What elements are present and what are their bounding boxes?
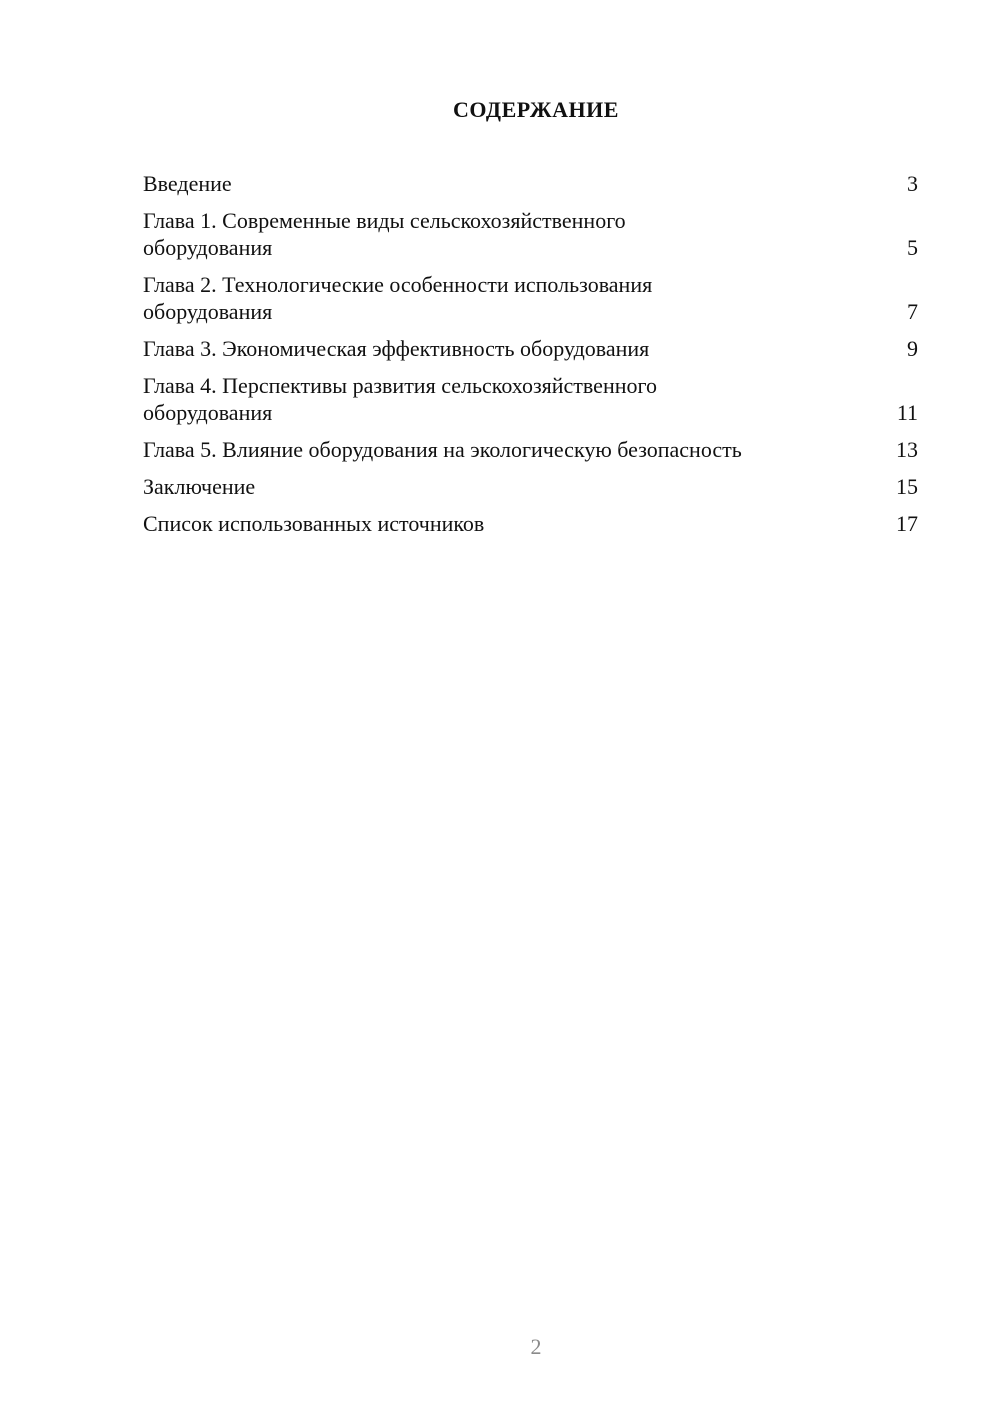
toc-entry-title: Глава 3. Экономическая эффективность оборудования (143, 336, 650, 361)
toc-entry-title: Глава 4. Перспективы развития сельскохозяйственного оборудования (143, 373, 657, 425)
toc-entry-references (143, 510, 918, 537)
toc-entry-introduction (143, 170, 918, 197)
toc-entry-page: 17 (896, 511, 918, 536)
toc-entry-page: 9 (907, 336, 918, 361)
page-number: 2 (530, 1334, 542, 1359)
toc-entry-page: 7 (907, 299, 918, 324)
toc-entry-chapter-1 (143, 207, 918, 261)
toc-entry-page: 15 (896, 474, 918, 499)
toc-entry-title: Заключение (143, 474, 256, 499)
toc-entry-chapter-2 (143, 271, 918, 325)
toc-entry-chapter-5 (143, 436, 918, 463)
toc-entry-page: 3 (907, 171, 918, 196)
toc-entry-title: Глава 5. Влияние оборудования на экологическую безопасность (143, 437, 742, 462)
toc-entry-page: 5 (907, 235, 918, 260)
toc-entry-title: Глава 2. Технологические особенности использования оборудования (143, 272, 653, 324)
toc-entry-chapter-3 (143, 335, 918, 362)
toc-heading: СОДЕРЖАНИЕ (453, 97, 619, 122)
toc-entry-page: 11 (896, 400, 918, 425)
toc-entry-page: 13 (896, 437, 918, 462)
toc-entry-conclusion (143, 473, 918, 500)
toc-entry-title: Список использованных источников (143, 511, 485, 536)
toc-entry-chapter-4 (143, 372, 918, 426)
toc-entry-title: Глава 1. Современные виды сельскохозяйственного оборудования (143, 208, 626, 260)
table-of-contents (143, 170, 918, 547)
toc-entry-title: Введение (143, 171, 232, 196)
